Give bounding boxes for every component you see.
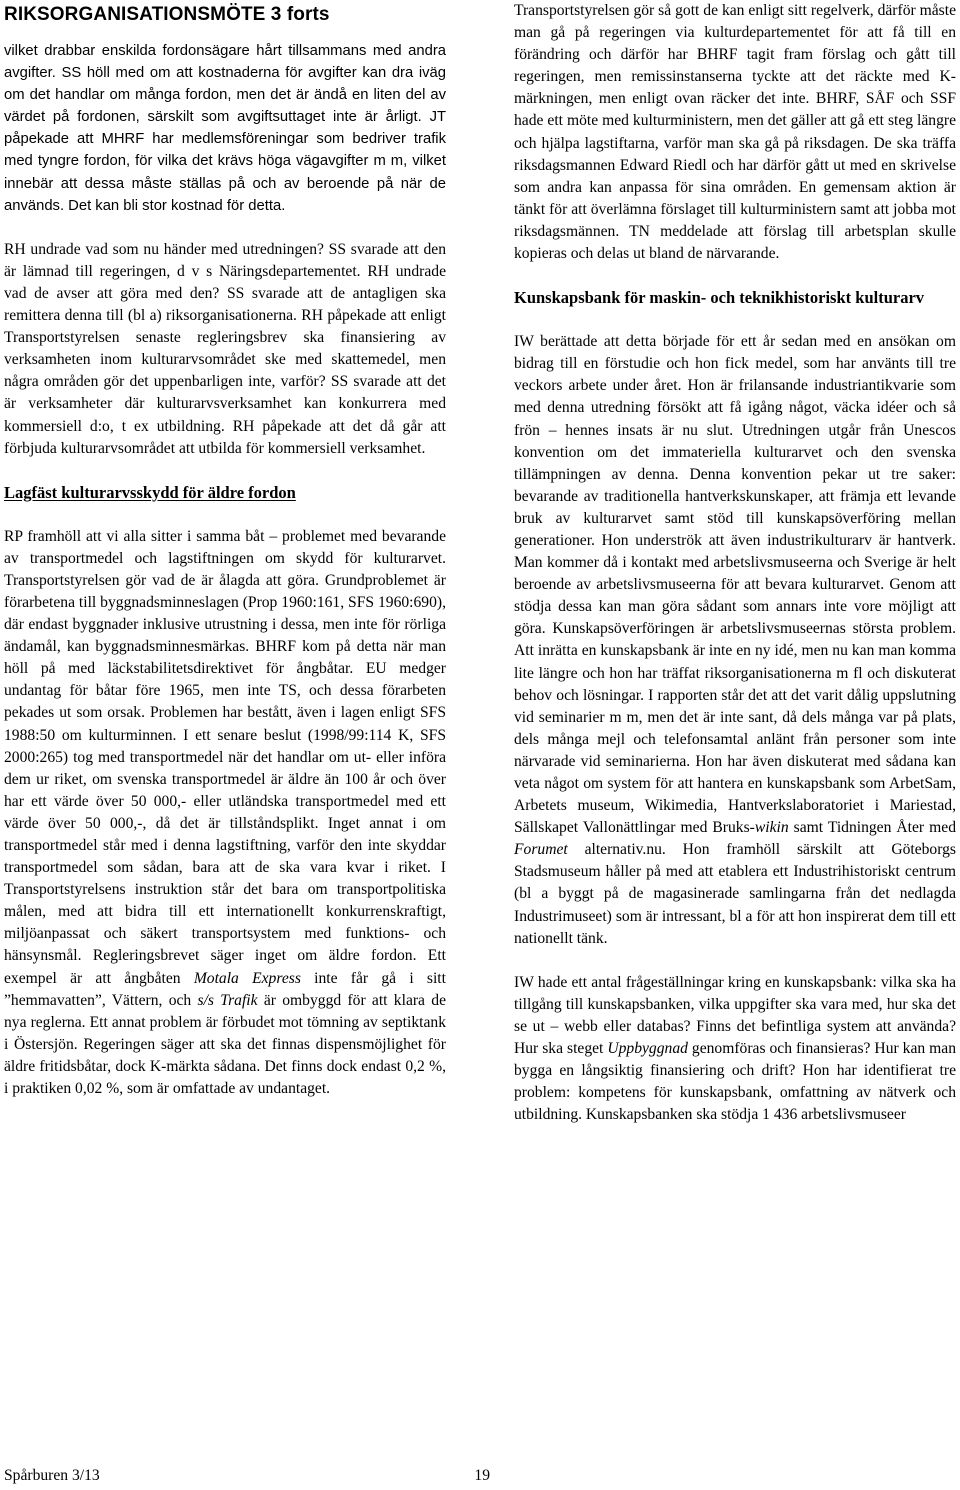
section-heading: Kunskapsbank för maskin- och teknikhistoriskt kulturarv	[514, 288, 925, 308]
left-column	[4, 0, 446, 1100]
paragraph	[4, 526, 446, 1100]
text-run: alternativ.nu. Hon framhöll särskilt att Göteborgs Stadsmuseum håller på med att etablera ett Industrihistoriskt centrum (bl a byggt på de magasinerade samlingarna från det nedlagda Industrimuseet) som är intressant, bl a för att hon inspirerat dem till ett nationellt tänk.	[514, 841, 956, 947]
section-heading: Lagfäst kulturarvsskydd för äldre fordon	[4, 482, 296, 502]
publication-name: Spårburen 3/13	[4, 1467, 100, 1484]
italic-term: wikin	[754, 819, 789, 837]
page-header: RIKSORGANISATIONSMÖTE 3 forts	[4, 4, 330, 25]
text-run: samt Tidningen Åter med	[788, 819, 956, 837]
text-run: RP framhöll att vi alla sitter i samma båt – problemet med bevarande av transportmedel och lagstiftningen om skydd för kulturarvet. Transportstyrelsen gör vad de är ålagda att göra. Grundproblemet är förarbetena till byggnadsminneslagen (Prop 1960:161, SFS 1960:690), där endast byggnader inklusive utrustning i dessa, men inte för rörliga ändamål, kan byggnadsminnesmärkas. BHRF kom på detta när man höll på med läckstabilitetsdirektivet för ångbåtar. EU medger undantag för båtar före 1965, men inte TS, och dessa förarbeten pekades ut som orsak. Problemen har bestått, även i lagen enligt SFS 1988:50 om kulturminnen. I ett senare beslut (1998/99:114 K, SFS 2000:265) tog med transportmedel när det handlar om ut- eller införa dem ur riket, om svenska transportmedel är äldre än 100 år och över har ett värde över 50 000,- eller utländska transportmedel med ett värde över 50 000,-, då det är tillståndsplikt. Inget annat i om transportmedel står med i denna lagstiftning, varför den inte skyddar transportmedel som sådan, bara att de ska vara kvar i riket. I Transportstyrelsens instruktion står det bara om transportpolitiska målen, med att bidra till ett internationellt konkurrenskraftigt, miljöanpassat och säkert transportsystem med funktions- och hänsynsmål. Regleringsbrevet säger inget om äldre fordon. Ett exempel är att ångbåten	[4, 527, 446, 987]
paragraph: RH undrade vad som nu händer med utredningen? SS svarade att den är lämnad till regeringen, d v s Näringsdepartementet. RH undrade vad de avser att göra med den? SS svarade att de antagligen ska remittera denna till (bl a) riksorganisationerna. RH påpekade att enligt Transportstyrelsen senaste regleringsbrev ska finansiering av verksamheten inom kulturarvsområdet ske med skattemedel, men några områden gör det uppenbarligen inte, varför? SS svarade att det är verksamheter där kulturarvsverksamhet kan konkurrera med kommersiell d:o, t ex utbildning. RH påpekade att det då går att förbjuda kulturarvsområdet att utbilda för kommersiell verksamhet.	[4, 240, 446, 457]
ship-name: s/s Trafik	[197, 991, 258, 1009]
page-number: 19	[474, 1467, 490, 1484]
paragraph: vilket drabbar enskilda fordonsägare hårt tillsammans med andra avgifter. SS höll med om att kostnaderna för avgifter kan dra iväg om det handlar om många fordon, men det är ändå en liten del av värdet på fordonen, särskilt som avgiftsuttaget inte är årligt. JT påpekade att MHRF har medlemsföreningar som bedriver trafik med tyngre fordon, för vilka det krävs höga vägavgifter m m, vilket innebär att dessa måste ställas på och av beroende på när de används. Det kan bli stor kostnad för detta.	[4, 43, 446, 214]
page-footer	[4, 1466, 490, 1486]
paragraph: Transportstyrelsen gör så gott de kan enligt sitt regelverk, därför måste man gå på regeringen via kulturdepartementet för att få till en förändring och därför har BHRF tagit fram förslag och gått till regeringen, men remissinstanserna tyckte att det räckte med K-märkningen, men enligt ovan räcker det inte. BHRF, SÅF och SSF hade ett möte med kulturministern, men det gäller att gå ett steg längre och hjälpa lagstiftarna, varför man ska gå på riksdagen. De ska träffa riksdagsmannen Edward Riedl och har därför gått ut med en skrivelse som andra kan anpassa för sina områden. En gemensam aktion är tänkt för att överlämna förslaget till kulturministern samt att jobba mot riksdagsmännen. TN meddelade att förslag till arbetsplan skulle kopieras och delas ut bland de närvarande.	[514, 2, 956, 263]
paragraph	[514, 972, 956, 1127]
italic-term: Uppbyggnad	[607, 1040, 688, 1058]
paragraph	[514, 331, 956, 950]
italic-term: Forumet	[514, 841, 568, 859]
text-run: IW berättade att detta började för ett år sedan med en ansökan om bidrag till en förstudie och hon fick medel, som har använts till tre veckors arbete under året. Hon är frilansande industriantikvarie som med denna utredning försökt att få igång något, väcka idéer och så frön – hennes insats är nu slut. Utredningen utgår från Unescos konvention om det immateriella kulturarvet och den svenska tillämpningen av denna. Denna konvention pekar ut tre saker: bevarande av traditionella hantverkskunskaper, att främja ett levande bruk av kulturarvet samt stöd till kunskapsöverföring mellan generationer. Hon underströk att även industrikulturarv är hantverk. Man kommer då i kontakt med arbetslivsmuseerna och Sverige är helt beroende av arbetslivsmuseerna för att bevara kulturarvet. Genom att stödja dessa kan man göra sådant som annars inte vore möjligt att göra. Kunskapsöverföringen är arbetslivsmuseernas största problem. Att inrätta en kunskapsbank är inte en ny idé, men nu kan man komma lite längre och hon har träffat riksorganisationerna m fl och diskuterat behov och lösningar. I rapporten står det att det varit dålig uppslutning vid seminarier m m, men det är inte sant, då dels många var på plats, dels många mejl och telefonsamtal anlänt från personer som inte närvarade vid seminarierna. Hon har även diskuterat med sådana kan veta något om system för att hantera en kunskapsbank som ArbetSam, Arbetets museum, Wikimedia, Hantverkslaboratoriet i Mariestad, Sällskapet Vallonättlingar med Bruks-	[514, 333, 956, 837]
ship-name: Motala Express	[193, 969, 301, 987]
text-run: inte får gå i sitt ”hemmavatten”, Vättern, och	[4, 969, 446, 1009]
text-run: IW hade ett antal frågeställningar kring en kunskapsbank: vilka ska ha tillgång till kunskapsbanken, vilka uppgifter ska vara med, hur ska det se ut – webb eller databas? Finns det befintliga system att använda? Hur ska steget	[514, 973, 956, 1058]
right-column	[514, 0, 956, 1126]
text-run: genomföras och finansieras? Hur kan man bygga en långsiktig finansiering och drift? Hon har identifierat tre problem: kompetens för kunskapsbank, omfattning av nätverk och utbildning. Kunskapsbanken ska stödja 1 436 arbetslivsmuseer	[514, 1040, 956, 1124]
text-run: är ombyggd för att klara de nya reglerna. Ett annat problem är förbudet mot tömning av septiktank i Östersjön. Regeringen säger att ska det finnas dispensmöjlighet för äldre fritidsbåtar, dock K-märkta sådana. Det finns dock endast 0,2 %, i praktiken 0,02 %, som är omfattade av undantaget.	[4, 991, 446, 1098]
